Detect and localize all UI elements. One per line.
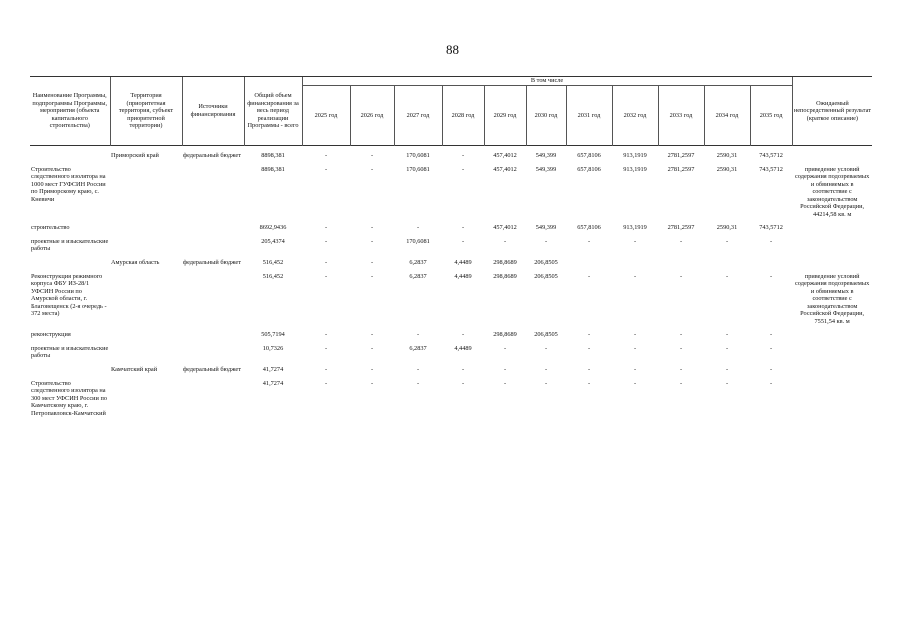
cell-year-value: - [370, 366, 374, 374]
cell-year-value: 170,6081 [406, 165, 430, 173]
cell-year-value: - [587, 344, 591, 352]
cell-year-value: - [633, 379, 637, 387]
header-year: 2031 год [566, 86, 612, 146]
cell-year-value: - [324, 366, 328, 374]
cell-year-value: 2781,2597 [667, 224, 695, 232]
header-name: Наименование Программы, подпрограммы Программы, мероприятия (объекта капитального строительства) [30, 77, 110, 146]
table-row [30, 364, 872, 378]
cell-territory [110, 236, 182, 257]
table-row [30, 343, 872, 364]
cell-year-value: - [587, 379, 591, 387]
cell-result [792, 146, 872, 164]
cell-year-value: - [679, 237, 683, 245]
cell-year-value: 2590,31 [716, 165, 738, 173]
cell-source: федеральный бюджет [183, 366, 241, 374]
cell-territory [110, 271, 182, 330]
table-row [30, 164, 872, 223]
cell-name: Строительство следственного изолятора на 300 мест УФСИН России по Камчатскому краю, г. Петропавловск-Камчатский [31, 379, 107, 417]
cell-year-value: - [302, 146, 350, 164]
page-number: 88 [446, 42, 459, 57]
cell-total: 8898,381 [261, 165, 285, 173]
cell-year-value: - [544, 366, 548, 374]
cell-year-value: 743,5712 [759, 165, 783, 173]
cell-year-value: - [725, 272, 729, 280]
cell-name: проектные и изыскательские работы [31, 237, 109, 253]
cell-year-value: - [324, 165, 328, 173]
cell-year-value: 298,8689 [493, 331, 517, 339]
table-row [30, 257, 872, 271]
cell-year-value: 657,8106 [566, 146, 612, 164]
cell-year-value: - [350, 146, 394, 164]
cell-result [792, 329, 872, 343]
cell-year-value: - [416, 379, 420, 387]
cell-year-value: - [324, 272, 328, 280]
cell-result [792, 236, 872, 257]
cell-year-value: 2590,31 [704, 146, 750, 164]
cell-territory [110, 378, 182, 422]
financing-table [30, 76, 872, 421]
header-year: 2026 год [350, 86, 394, 146]
cell-result [792, 378, 872, 422]
cell-year-value: 6,2837 [409, 272, 427, 280]
header-year: 2025 год [302, 86, 350, 146]
table-row [30, 378, 872, 422]
cell-source [182, 378, 244, 422]
cell-year-value: - [633, 237, 637, 245]
cell-year-value: 4,4489 [454, 259, 472, 267]
cell-year-value [750, 257, 792, 271]
cell-source [182, 236, 244, 257]
cell-year-value: - [587, 331, 591, 339]
cell-year-value: - [461, 224, 465, 232]
cell-source [182, 343, 244, 364]
cell-year-value: - [461, 379, 465, 387]
cell-territory [110, 222, 182, 236]
cell-year-value: - [324, 224, 328, 232]
cell-total: 41,7274 [262, 379, 284, 387]
cell-result [792, 257, 872, 271]
cell-result [792, 364, 872, 378]
cell-year-value [658, 257, 704, 271]
header-year: 2030 год [526, 86, 566, 146]
table-row [30, 146, 872, 164]
cell-year-value: - [370, 237, 374, 245]
cell-year-value: 2781,2597 [667, 165, 695, 173]
cell-total: 205,4374 [261, 237, 285, 245]
cell-year-value: - [770, 344, 773, 352]
header-year: 2035 год [750, 86, 792, 146]
cell-result [792, 343, 872, 364]
cell-year-value: - [324, 259, 328, 267]
cell-year-value: - [544, 237, 548, 245]
cell-territory: Приморский край [110, 146, 182, 164]
cell-year-value: - [544, 344, 548, 352]
cell-total: 8898,381 [244, 146, 302, 164]
cell-year-value: 2590,31 [716, 224, 738, 232]
cell-total: 10,7326 [262, 344, 284, 352]
cell-year-value: 743,5712 [750, 146, 792, 164]
cell-year-value: - [633, 344, 637, 352]
header-source: Источники финансирования [182, 77, 244, 146]
cell-year-value: 913,1919 [623, 224, 647, 232]
cell-name [30, 257, 110, 271]
cell-name [30, 364, 110, 378]
cell-year-value: - [461, 366, 465, 374]
cell-year-value: - [461, 331, 465, 339]
cell-year-value: - [324, 379, 328, 387]
cell-year-value: - [679, 366, 683, 374]
cell-year-value: - [416, 331, 420, 339]
cell-total: 516,452 [262, 272, 284, 280]
table-row [30, 236, 872, 257]
cell-year-value: 170,6081 [406, 237, 430, 245]
header-year: 2034 год [704, 86, 750, 146]
cell-year-value: 298,8689 [493, 259, 517, 267]
cell-name: Строительство следственного изолятора на 1000 мест ГУФСИН России по Приморскому краю, с. Кневичи [31, 165, 106, 203]
cell-year-value: - [633, 272, 637, 280]
header-territory: Территория (приоритетная территория, субъект приоритетной территории) [110, 77, 182, 146]
cell-year-value: - [544, 379, 548, 387]
cell-year-value: - [503, 379, 507, 387]
cell-year-value: 298,8689 [493, 272, 517, 280]
cell-year-value: - [587, 272, 591, 280]
cell-total: 505,7194 [261, 331, 285, 339]
cell-year-value: - [370, 344, 374, 352]
cell-year-value: 6,2837 [409, 344, 427, 352]
cell-year-value: 913,1919 [623, 165, 647, 173]
cell-year-value: 549,399 [526, 146, 566, 164]
cell-name: Реконструкция режимного корпуса ФБУ ИЗ-28/1 УФСИН России по Амурской области, г. Благовещенск (2-я очередь - 372 места) [31, 272, 107, 318]
header-result: Ожидаемый непосредственный результат (краткое описание) [792, 77, 872, 146]
cell-name [30, 146, 110, 164]
header-year: 2027 год [394, 86, 442, 146]
cell-source: федеральный бюджет [183, 259, 241, 267]
cell-year-value: 4,4489 [454, 272, 472, 280]
cell-year-value: - [370, 331, 374, 339]
cell-year-value: 2781,2597 [658, 146, 704, 164]
cell-year-value: - [770, 237, 773, 245]
cell-year-value: - [461, 237, 465, 245]
header-total: Общий объем финансирования за весь период реализации Программы - всего [244, 77, 302, 146]
cell-year-value: - [324, 331, 328, 339]
cell-territory [110, 343, 182, 364]
cell-total: 41,7274 [262, 366, 284, 374]
cell-year-value: - [503, 366, 507, 374]
cell-result: приведение условий содержания подозреваемых и обвиняемых в соответствие с законодательством Российской Федерации, 7551,54 кв. м [795, 272, 870, 325]
cell-year-value: 913,1919 [612, 146, 658, 164]
cell-year-value: - [679, 272, 683, 280]
cell-name: проектные и изыскательские работы [31, 344, 109, 360]
cell-territory: Камчатский край [111, 366, 158, 374]
cell-source: федеральный бюджет [182, 146, 244, 164]
cell-year-value: - [725, 379, 729, 387]
cell-year-value: 206,8505 [534, 272, 558, 280]
cell-year-value: 743,5712 [759, 224, 783, 232]
cell-year-value: - [725, 344, 729, 352]
cell-year-value: - [416, 224, 420, 232]
header-year: 2028 год [442, 86, 484, 146]
table-row [30, 222, 872, 236]
cell-year-value [612, 257, 658, 271]
cell-year-value: 657,8106 [577, 165, 601, 173]
cell-year-value: 6,2837 [409, 259, 427, 267]
cell-year-value: - [503, 237, 507, 245]
cell-year-value: - [370, 224, 374, 232]
cell-year-value: 457,4012 [484, 146, 526, 164]
cell-source [182, 329, 244, 343]
cell-year-value: - [725, 331, 729, 339]
cell-territory [110, 164, 182, 223]
cell-year-value [704, 257, 750, 271]
cell-year-value: - [770, 366, 773, 374]
cell-year-value: - [725, 237, 729, 245]
cell-year-value: - [770, 331, 773, 339]
cell-year-value: - [770, 272, 773, 280]
cell-result: приведение условий содержания подозреваемых и обвиняемых в соответствие с законодательством Российской Федерации, 44214,58 кв. м [795, 165, 870, 218]
cell-name: реконструкция [31, 331, 71, 339]
table-row [30, 329, 872, 343]
cell-year-value: - [679, 331, 683, 339]
cell-territory: Амурская область [111, 259, 160, 267]
cell-year-value: - [679, 379, 683, 387]
cell-year-value: - [370, 165, 374, 173]
cell-year-value: - [587, 366, 591, 374]
cell-year-value: - [370, 272, 374, 280]
cell-source [182, 222, 244, 236]
cell-source [182, 271, 244, 330]
cell-year-value: 206,8505 [534, 331, 558, 339]
cell-year-value: 170,6081 [394, 146, 442, 164]
cell-year-value: - [324, 237, 328, 245]
cell-total: 8692,9436 [259, 224, 287, 232]
header-year: 2033 год [658, 86, 704, 146]
cell-year-value: 457,4012 [493, 165, 517, 173]
cell-year-value: - [587, 237, 591, 245]
cell-year-value: 4,4489 [454, 344, 472, 352]
header-year: 2029 год [484, 86, 526, 146]
cell-year-value: - [370, 259, 374, 267]
cell-year-value: - [461, 165, 465, 173]
cell-year-value: - [725, 366, 729, 374]
cell-year-value: - [324, 344, 328, 352]
cell-year-value: - [370, 379, 374, 387]
cell-year-value [566, 257, 612, 271]
cell-year-value: - [442, 146, 484, 164]
cell-year-value: 657,8106 [577, 224, 601, 232]
cell-territory [110, 329, 182, 343]
cell-year-value: - [503, 344, 507, 352]
cell-total: 516,452 [262, 259, 284, 267]
cell-year-value: - [679, 344, 683, 352]
cell-year-value: - [416, 366, 420, 374]
cell-name: строительство [31, 224, 70, 232]
cell-year-value: - [770, 379, 773, 387]
header-including: В том числе [302, 77, 792, 86]
table-row [30, 271, 872, 330]
header-year: 2032 год [612, 86, 658, 146]
cell-source [182, 164, 244, 223]
cell-year-value: - [633, 331, 637, 339]
cell-year-value: - [633, 366, 637, 374]
cell-year-value: 206,8505 [534, 259, 558, 267]
cell-result [792, 222, 872, 236]
cell-year-value: 549,399 [535, 224, 557, 232]
cell-year-value: 457,4012 [493, 224, 517, 232]
cell-year-value: 549,399 [535, 165, 557, 173]
